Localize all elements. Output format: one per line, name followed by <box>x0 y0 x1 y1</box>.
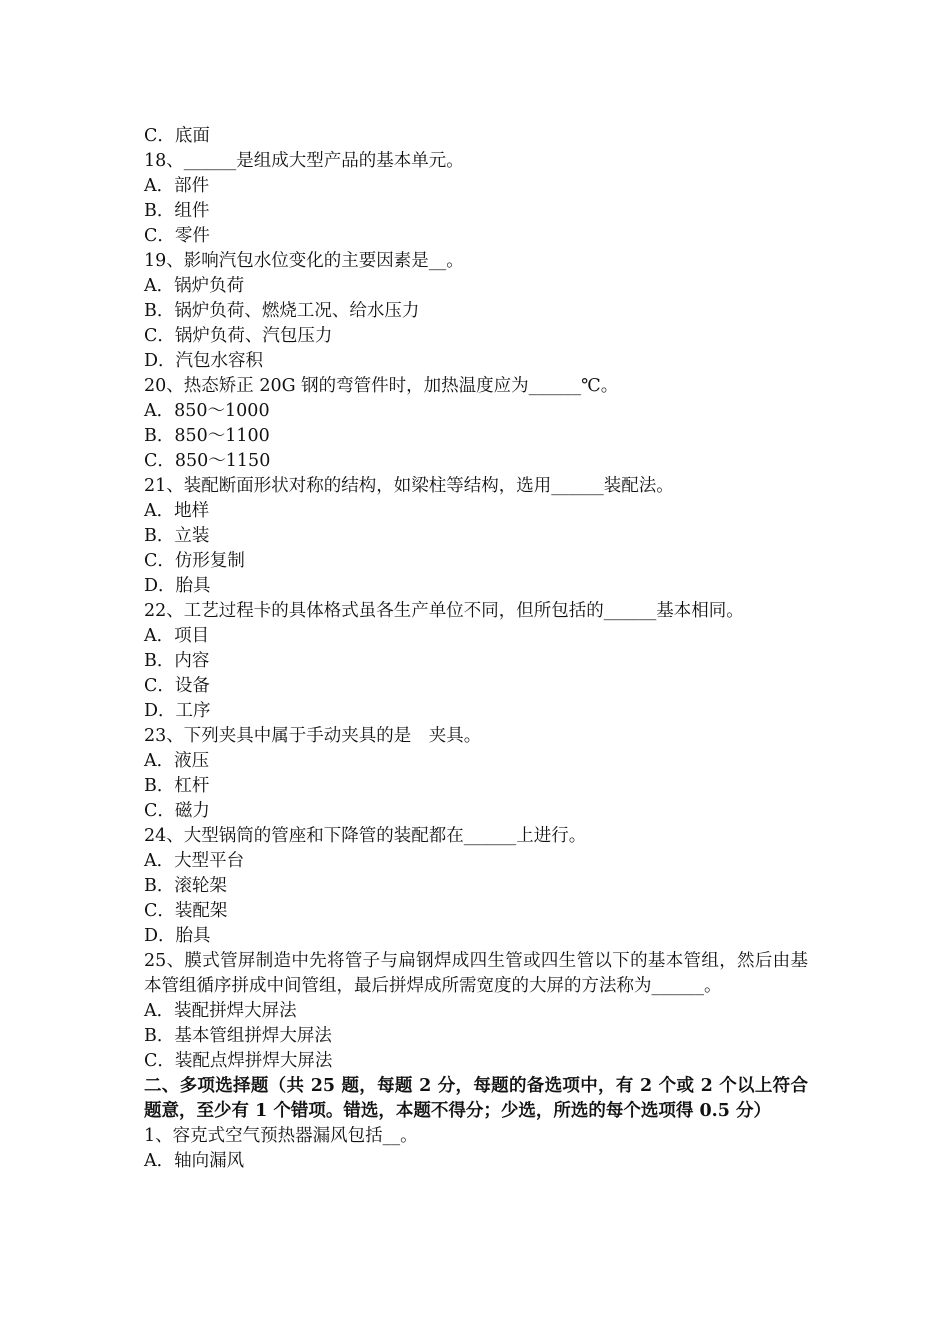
question-19: 19、影响汽包水位变化的主要因素是__。 <box>144 251 464 271</box>
option-a: A．大型平台 <box>144 851 245 871</box>
option-d: D．工序 <box>144 701 211 721</box>
question-22: 22、工艺过程卡的具体格式虽各生产单位不同，但所包括的______基本相同。 <box>144 601 744 621</box>
option-b: B．锅炉负荷、燃烧工况、给水压力 <box>144 301 420 321</box>
option-c: C．仿形复制 <box>144 551 245 571</box>
option-d: D．胎具 <box>144 926 211 946</box>
option-c: C．锅炉负荷、汽包压力 <box>144 326 333 346</box>
question-20: 20、热态矫正 20G 钢的弯管件时，加热温度应为______℃。 <box>144 376 619 396</box>
option-c: C．设备 <box>144 676 210 696</box>
document-page <box>144 124 808 1174</box>
option-a: A．轴向漏风 <box>144 1151 245 1171</box>
option-d: D．胎具 <box>144 576 211 596</box>
option-c: C．装配架 <box>144 901 228 921</box>
option-c: C．零件 <box>144 226 210 246</box>
option-c: C．850～1150 <box>144 451 271 471</box>
option-b: B．组件 <box>144 201 210 221</box>
question-1: 1、容克式空气预热器漏风包括__。 <box>144 1126 418 1146</box>
question-25: 25、膜式管屏制造中先将管子与扁钢焊成四生管或四生管以下的基本管组，然后由基本管组循序拼成中间管组，最后拼焊成所需宽度的大屏的方法称为______。 <box>144 951 808 996</box>
option-c: C．底面 <box>144 126 210 146</box>
option-a: A．地样 <box>144 501 210 521</box>
option-a: A．装配拼焊大屏法 <box>144 1001 297 1021</box>
option-a: A．部件 <box>144 176 210 196</box>
question-24: 24、大型锅筒的管座和下降管的装配都在______上进行。 <box>144 826 587 846</box>
option-a: A．项目 <box>144 626 210 646</box>
option-c: C．装配点焊拼焊大屏法 <box>144 1051 333 1071</box>
option-d: D．汽包水容积 <box>144 351 264 371</box>
section-heading-multiple-choice: 二、多项选择题（共 25 题，每题 2 分，每题的备选项中，有 2 个或 2 个以上符合题意，至少有 1 个错项。错选，本题不得分；少选，所选的每个选项得 0.5 分） <box>144 1076 808 1121</box>
option-b: B．850～1100 <box>144 426 270 446</box>
option-b: B．杠杆 <box>144 776 210 796</box>
option-b: B．滚轮架 <box>144 876 227 896</box>
option-a: A．锅炉负荷 <box>144 276 245 296</box>
question-23: 23、下列夹具中属于手动夹具的是 夹具。 <box>144 726 482 746</box>
question-18: 18、______是组成大型产品的基本单元。 <box>144 151 464 171</box>
option-b: B．内容 <box>144 651 210 671</box>
option-c: C．磁力 <box>144 801 210 821</box>
question-21: 21、装配断面形状对称的结构，如梁柱等结构，选用______装配法。 <box>144 476 674 496</box>
option-a: A．850～1000 <box>144 401 270 421</box>
option-b: B．基本管组拼焊大屏法 <box>144 1026 332 1046</box>
option-a: A．液压 <box>144 751 210 771</box>
option-b: B．立装 <box>144 526 210 546</box>
